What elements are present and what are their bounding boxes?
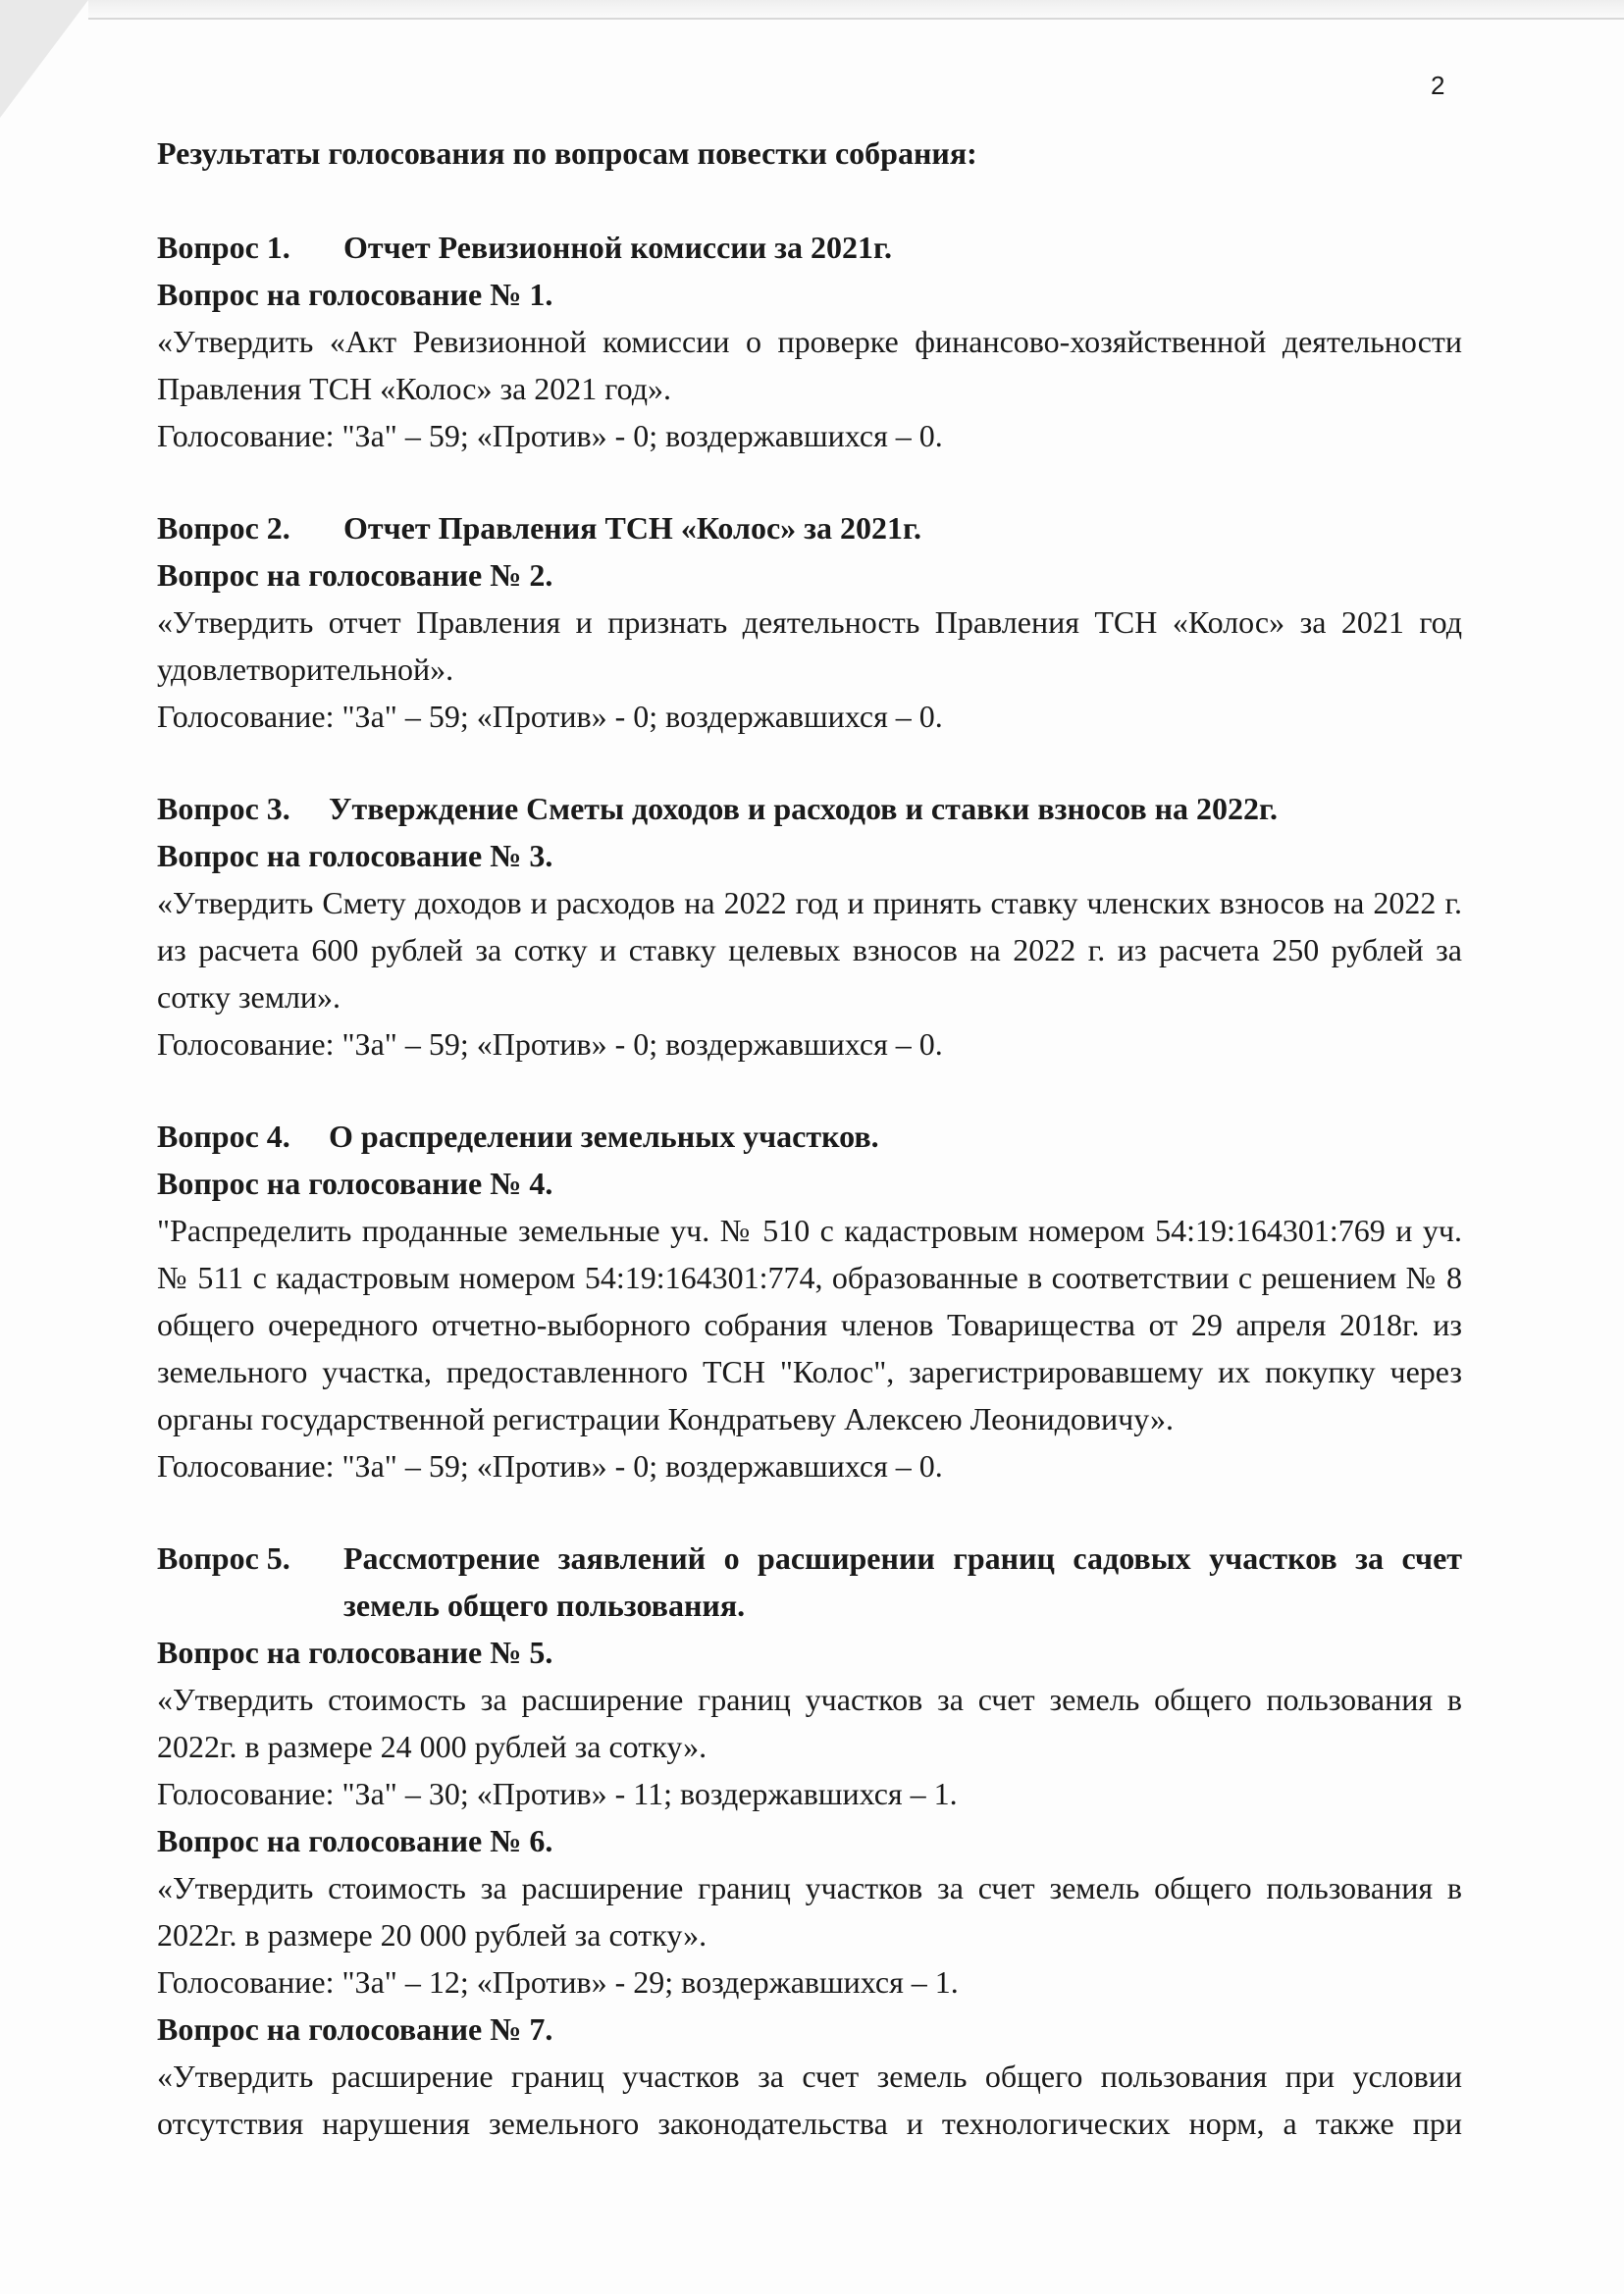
question-title bbox=[157, 1113, 1462, 1160]
vote-title: Вопрос на голосование № 5. bbox=[157, 1635, 553, 1670]
question-number: Вопрос 3. bbox=[157, 791, 290, 826]
question-subject: Утверждение Сметы доходов и расходов и ставки взносов на 2022г. bbox=[329, 791, 1278, 826]
page-corner-fold bbox=[0, 0, 88, 118]
scan-top-edge bbox=[88, 0, 1624, 20]
question-subject: Рассмотрение заявлений о расширении границ садовых участков за счет земель общего пользования. bbox=[343, 1540, 1462, 1623]
question-number: Вопрос 5. bbox=[157, 1540, 290, 1576]
vote-motion: «Утвердить Смету доходов и расходов на 2022 год и принять ставку членских взносов на 2022 г. из расчета 600 рублей за сотку и ставку целевых взносов на 2022 г. из расчета 250 рублей за сотку земли». bbox=[157, 885, 1462, 1015]
vote-title: Вопрос на голосование № 7. bbox=[157, 2011, 553, 2047]
question-title bbox=[157, 224, 1462, 271]
agenda-question-4 bbox=[157, 1113, 1462, 1489]
vote-motion: «Утвердить расширение границ участков за счет земель общего пользования при условии отсутствия нарушения земельного законодательства и технологических норм, а также при bbox=[157, 2059, 1462, 2141]
question-subject: О распределении земельных участков. bbox=[329, 1119, 879, 1154]
question-subject: Отчет Правления ТСН «Колос» за 2021г. bbox=[343, 510, 921, 546]
vote-result: Голосование: "За" – 59; «Против» - 0; воздержавшихся – 0. bbox=[157, 1448, 943, 1484]
question-title bbox=[157, 504, 1462, 551]
vote-motion: «Утвердить отчет Правления и признать деятельность Правления ТСН «Колос» за 2021 год удовлетворительной». bbox=[157, 604, 1462, 687]
vote-result: Голосование: "За" – 59; «Против» - 0; воздержавшихся – 0. bbox=[157, 1026, 943, 1062]
vote-motion: «Утвердить стоимость за расширение границ участков за счет земель общего пользования в 2022г. в размере 20 000 рублей за сотку». bbox=[157, 1870, 1462, 1953]
vote-result: Голосование: "За" – 12; «Против» - 29; воздержавшихся – 1. bbox=[157, 1964, 959, 2000]
vote-motion: «Утвердить стоимость за расширение границ участков за счет земель общего пользования в 2022г. в размере 24 000 рублей за сотку». bbox=[157, 1682, 1462, 1764]
vote-motion: «Утвердить «Акт Ревизионной комиссии о проверке финансово-хозяйственной деятельности Правления ТСН «Колос» за 2021 год». bbox=[157, 324, 1462, 406]
question-title bbox=[157, 1535, 1462, 1629]
question-number: Вопрос 4. bbox=[157, 1119, 290, 1154]
document-body bbox=[157, 130, 1462, 2192]
vote-motion: "Распределить проданные земельные уч. № 510 с кадастровым номером 54:19:164301:769 и уч. № 511 с кадастровым номером 54:19:164301:774, образованные в соответствии с решением № 8 общего очередного отчетно-выборного собрания членов Товарищества от 29 апреля 2018г. из земельного участка, предоставленного ТСН "Колос", зарегистрировавшему их покупку через органы государственной регистрации Кондратьеву Алексею Леонидовичу». bbox=[157, 1213, 1462, 1436]
vote-result: Голосование: "За" – 59; «Против» - 0; воздержавшихся – 0. bbox=[157, 699, 943, 734]
agenda-question-1 bbox=[157, 224, 1462, 459]
vote-title: Вопрос на голосование № 4. bbox=[157, 1166, 553, 1201]
vote-title: Вопрос на голосование № 6. bbox=[157, 1823, 553, 1858]
vote-result: Голосование: "За" – 59; «Против» - 0; воздержавшихся – 0. bbox=[157, 418, 943, 453]
agenda-question-5 bbox=[157, 1535, 1462, 2147]
vote-title: Вопрос на голосование № 3. bbox=[157, 838, 553, 873]
vote-title: Вопрос на голосование № 2. bbox=[157, 557, 553, 593]
agenda-question-2 bbox=[157, 504, 1462, 740]
section-heading: Результаты голосования по вопросам повестки собрания: bbox=[157, 135, 977, 171]
vote-result: Голосование: "За" – 30; «Против» - 11; воздержавшихся – 1. bbox=[157, 1776, 958, 1811]
question-number: Вопрос 2. bbox=[157, 510, 290, 546]
question-subject: Отчет Ревизионной комиссии за 2021г. bbox=[343, 230, 892, 265]
vote-title: Вопрос на голосование № 1. bbox=[157, 277, 553, 312]
question-title bbox=[157, 785, 1462, 832]
agenda-question-3 bbox=[157, 785, 1462, 1068]
question-number: Вопрос 1. bbox=[157, 230, 290, 265]
page-number: 2 bbox=[1431, 71, 1445, 100]
